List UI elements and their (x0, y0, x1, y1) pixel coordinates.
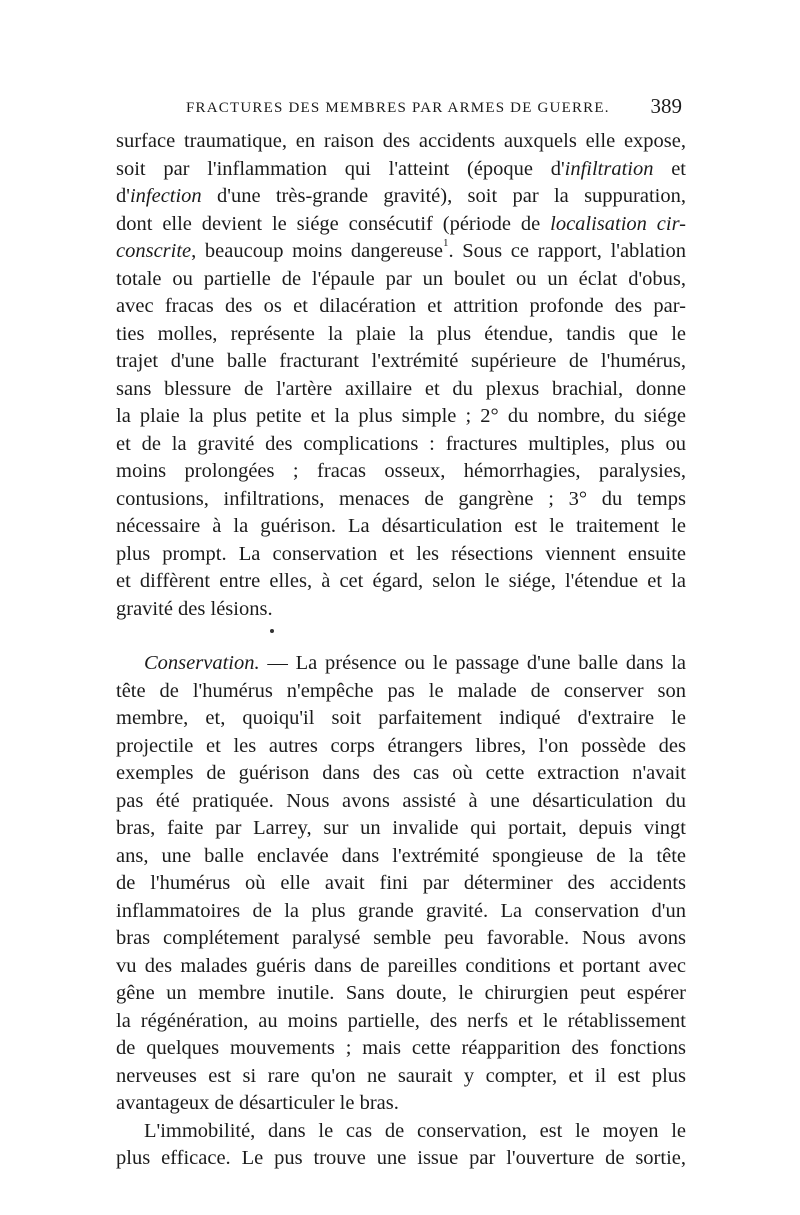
text-line (116, 953, 686, 981)
text-run: de l'humérus où elle avait fini par déterminer des accidents (116, 872, 686, 894)
text-run: nécessaire à la guérison. La désarticulation est le traitement le (116, 515, 686, 537)
text-line (116, 211, 686, 239)
text-run: gravité des lésions. (116, 597, 273, 620)
text-line (116, 650, 686, 678)
text-run: surface traumatique, en raison des accidents auxquels elle expose, (116, 130, 686, 152)
text-line (116, 568, 686, 596)
text-run: contusions, infiltrations, menaces de gangrène ; 3° du temps (116, 487, 686, 510)
text-run: et (653, 157, 686, 180)
italic-term: Conservation. (144, 652, 260, 674)
text-line (116, 678, 686, 706)
text-run: moins prolongées ; fracas osseux, hémorrhagies, paralysies, (116, 460, 686, 482)
text-line (116, 376, 686, 404)
text-line (116, 403, 686, 431)
text-run: ans, une balle enclavée dans l'extrémité spongieuse de la tête (116, 844, 686, 867)
text-run: avantageux de désarticuler le bras. (116, 1092, 399, 1114)
text-line (116, 156, 686, 184)
text-line (116, 843, 686, 871)
text-run: L'immobilité, dans le cas de conservation, est le moyen le (144, 1119, 686, 1142)
text-line (116, 1090, 686, 1118)
text-run: et diffèrent entre elles, à cet égard, selon le siége, l'étendue et la (116, 570, 686, 592)
text-run: exemples de guérison dans des cas où cette extraction n'avait (116, 762, 686, 784)
text-line (116, 458, 686, 486)
text-line (116, 1145, 686, 1173)
paragraph-gap (116, 623, 686, 650)
text-line (116, 183, 686, 211)
text-line (116, 760, 686, 788)
text-line (116, 321, 686, 349)
text-run: dont elle devient le siége consécutif (période de (116, 212, 551, 235)
text-line (116, 596, 686, 624)
text-run: sans blessure de l'artère axillaire et du plexus brachial, donne (116, 377, 686, 400)
text-line (116, 815, 686, 843)
text-run: trajet d'une balle fracturant l'extrémité supérieure de l'humérus, (116, 350, 686, 372)
text-run: d' (116, 185, 130, 207)
text-run: et de la gravité des complications : fractures multiples, plus ou (116, 432, 686, 455)
text-run: plus efficace. Le pus trouve une issue par l'ouverture de sortie, (116, 1147, 686, 1169)
text-line (116, 1063, 686, 1091)
italic-term: localisation cir- (550, 212, 686, 235)
footnote-marker: 1 (443, 238, 449, 249)
text-run: de quelques mouvements ; mais cette réapparition des fonctions (116, 1037, 686, 1059)
paragraph-3 (116, 1118, 686, 1173)
text-line (116, 733, 686, 761)
text-run: . Sous ce rapport, l'ablation (448, 240, 686, 262)
text-run: vu des malades guéris dans de pareilles conditions et portant avec (116, 954, 686, 977)
text-line (116, 788, 686, 816)
text-line (116, 1118, 686, 1146)
text-line (116, 128, 686, 156)
text-line (116, 541, 686, 569)
text-run: , beaucoup moins dangereuse (191, 240, 444, 262)
text-run: plus prompt. La conservation et les résections viennent ensuite (116, 542, 686, 565)
text-run: la plaie la plus petite et la plus simple ; 2° du nombre, du siége (116, 405, 686, 427)
paragraph-2 (116, 650, 686, 1118)
page-number: 389 (650, 94, 682, 118)
text-line (116, 1035, 686, 1063)
text-run: d'une très-grande gravité), soit par la suppuration, (201, 185, 686, 207)
text-line (116, 238, 686, 266)
text-run: — La présence ou le passage d'une balle dans la (259, 652, 686, 674)
text-line (116, 898, 686, 926)
text-run: la régénération, au moins partielle, des nerfs et le rétablissement (116, 1009, 686, 1032)
text-run: nerveuses est si rare qu'on ne saurait y compter, et il est plus (116, 1064, 686, 1087)
text-run: inflammatoires de la plus grande gravité. La conservation d'un (116, 899, 686, 922)
text-run: membre, et, quoiqu'il soit parfaitement indiqué d'extraire le (116, 707, 686, 729)
text-run: pas été pratiquée. Nous avons assisté à une désarticulation du (116, 789, 686, 812)
text-run: totale ou partielle de l'épaule par un boulet ou un éclat d'obus, (116, 267, 686, 290)
text-run: bras complétement paralysé semble peu favorable. Nous avons (116, 927, 686, 949)
text-line (116, 293, 686, 321)
text-line (116, 348, 686, 376)
text-line (116, 705, 686, 733)
text-line (116, 266, 686, 294)
italic-term: infiltration (564, 157, 654, 180)
body-text (116, 128, 686, 1173)
text-line (116, 870, 686, 898)
text-run: projectile et les autres corps étrangers libres, l'on possède des (116, 734, 686, 757)
italic-term: conscrite (116, 240, 192, 262)
text-run: tête de l'humérus n'empêche pas le malade de conserver son (116, 679, 686, 702)
text-line (116, 1008, 686, 1036)
text-run: gêne un membre inutile. Sans doute, le chirurgien peut espérer (116, 982, 686, 1004)
text-line (116, 513, 686, 541)
text-run: bras, faite par Larrey, sur un invalide qui portait, depuis vingt (116, 817, 686, 839)
text-run: avec fracas des os et dilacération et attrition profonde des par- (116, 295, 686, 317)
running-title: FRACTURES DES MEMBRES PAR ARMES DE GUERRE. (186, 100, 610, 116)
text-line (116, 486, 686, 514)
text-line (116, 431, 686, 459)
text-line (116, 980, 686, 1008)
paragraph-1 (116, 128, 686, 623)
text-run: soit par l'inflammation qui l'atteint (époque d' (116, 157, 565, 180)
text-line (116, 925, 686, 953)
text-run: ties molles, représente la plaie la plus étendue, tandis que le (116, 322, 686, 345)
page-header (116, 94, 686, 124)
italic-term: infection (129, 185, 202, 207)
